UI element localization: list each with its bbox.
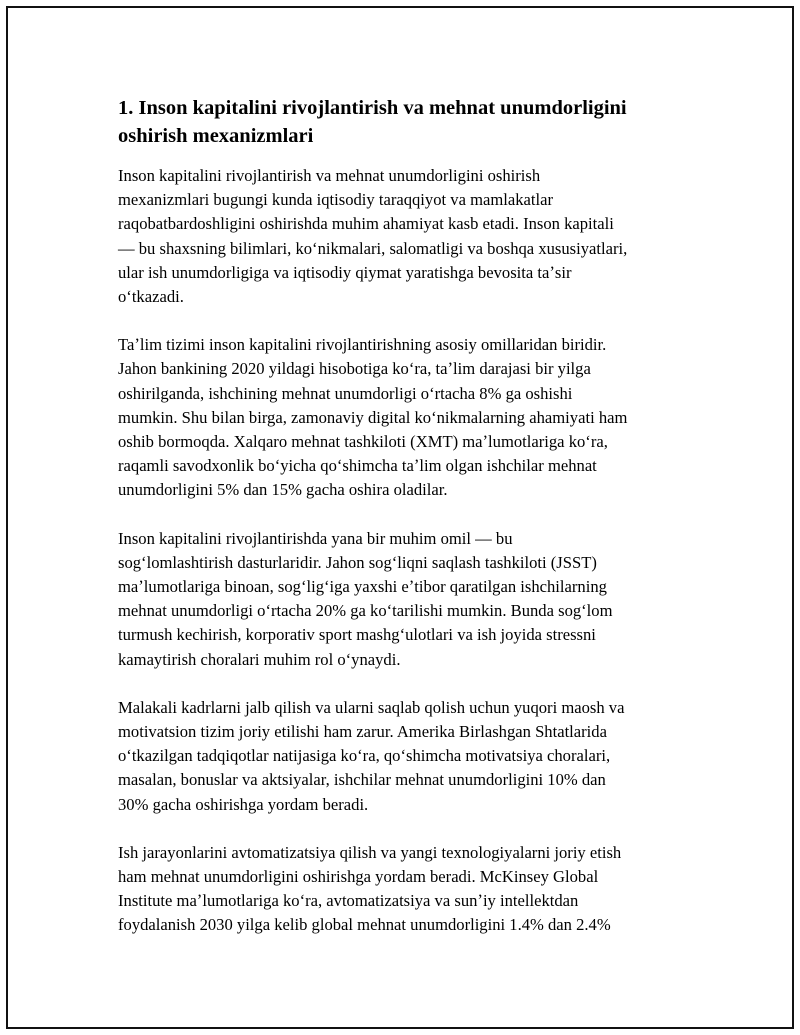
text-line: motivatsion tizim joriy etilishi ham zarur. Amerika Birlashgan Shtatlarida <box>118 722 607 742</box>
text-line: Inson kapitalini rivojlantirishda yana bir muhim omil — bu <box>118 528 513 548</box>
paragraph-3 <box>118 527 698 672</box>
paragraph-2 <box>118 333 698 502</box>
text-line: raqobatbardoshligini oshirishda muhim ahamiyat kasb etadi. Inson kapitali <box>118 214 614 234</box>
text-line: oʻtkazadi. <box>118 287 184 307</box>
text-line: oshirilganda, ishchining mehnat unumdorligi oʻrtacha 8% ga oshishi <box>118 383 573 403</box>
text-line: sogʻlomlashtirish dasturlaridir. Jahon sogʻliqni saqlash tashkiloti (JSST) <box>118 552 597 572</box>
text-line: turmush kechirish, korporativ sport mashgʻulotlari va ish joyida stressni <box>118 625 596 645</box>
text-line: — bu shaxsning bilimlari, koʻnikmalari, salomatligi va boshqa xususiyatlari, <box>118 238 628 258</box>
text-line: masalan, bonuslar va aktsiyalar, ishchilar mehnat unumdorligini 10% dan <box>118 770 606 790</box>
text-line: ham mehnat unumdorligini oshirishga yordam beradi. McKinsey Global <box>118 867 599 887</box>
text-line: unumdorligini 5% dan 15% gacha oshira oladilar. <box>118 480 448 500</box>
heading-line: 1. Inson kapitalini rivojlantirish va mehnat unumdorligini <box>118 97 627 119</box>
text-line: kamaytirish choralari muhim rol oʻynaydi. <box>118 649 401 669</box>
text-line: ular ish unumdorligiga va iqtisodiy qiymat yaratishga bevosita taʼsir <box>118 262 572 282</box>
text-line: mexanizmlari bugungi kunda iqtisodiy taraqqiyot va mamlakatlar <box>118 190 554 210</box>
paragraph-4 <box>118 696 698 817</box>
text-line: Taʼlim tizimi inson kapitalini rivojlantirishning asosiy omillaridan biridir. <box>118 335 607 355</box>
text-line: mehnat unumdorligi oʻrtacha 20% ga koʻtarilishi mumkin. Bunda sogʻlom <box>118 601 613 621</box>
heading-line: oshirish mexanizmlari <box>118 125 314 147</box>
text-line: mumkin. Shu bilan birga, zamonaviy digital koʻnikmalarning ahamiyati ham <box>118 407 628 427</box>
text-line: Jahon bankining 2020 yildagi hisobotiga koʻra, taʼlim darajasi bir yilga <box>118 359 591 379</box>
text-line: 30% gacha oshirishga yordam beradi. <box>118 794 369 814</box>
text-line: Institute maʼlumotlariga koʻra, avtomatizatsiya va sunʼiy intellektdan <box>118 891 579 911</box>
document-body <box>118 94 698 962</box>
text-line: Malakali kadrlarni jalb qilish va ularni saqlab qolish uchun yuqori maosh va <box>118 697 625 717</box>
text-line: Inson kapitalini rivojlantirish va mehnat unumdorligini oshirish <box>118 166 541 185</box>
paragraph-5 <box>118 841 698 938</box>
paragraph-1 <box>118 164 698 309</box>
section-heading <box>118 94 698 150</box>
text-line: oshib bormoqda. Xalqaro mehnat tashkiloti (XMT) maʼlumotlariga koʻra, <box>118 432 608 452</box>
text-line: maʼlumotlariga binoan, sogʻligʻiga yaxshi eʼtibor qaratilgan ishchilarning <box>118 577 607 597</box>
text-line: Ish jarayonlarini avtomatizatsiya qilish va yangi texnologiyalarni joriy etish <box>118 842 622 862</box>
text-line: raqamli savodxonlik boʻyicha qoʻshimcha taʼlim olgan ishchilar mehnat <box>118 456 597 476</box>
text-line: oʻtkazilgan tadqiqotlar natijasiga koʻra, qoʻshimcha motivatsiya choralari, <box>118 746 611 766</box>
text-line: foydalanish 2030 yilga kelib global mehnat unumdorligini 1.4% dan 2.4% <box>118 915 611 935</box>
